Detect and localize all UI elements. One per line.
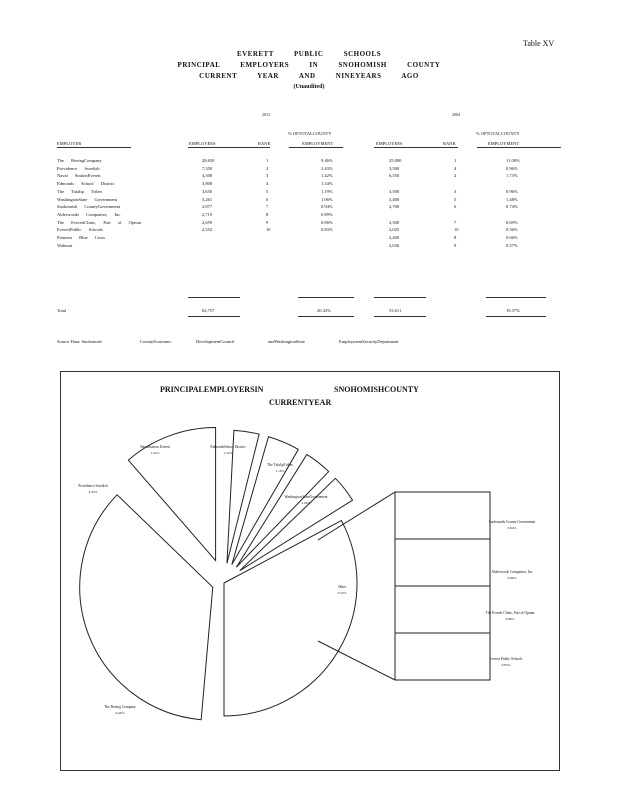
employer-name: Edmonds School District [57, 181, 115, 187]
employees-current: 3,800 [202, 181, 213, 187]
rank-current: 9 [266, 219, 269, 225]
chart-title-part-1: PRINCIPALEMPLOYERSIN [160, 385, 264, 394]
breakdown-bar-segment [395, 539, 490, 586]
pct-prior: 11.00% [506, 158, 520, 163]
employees-prior: 3,500 [389, 188, 400, 194]
employees-prior: 2,036 [389, 242, 400, 248]
breakdown-bar-segment [395, 586, 490, 633]
pct-prior: 1.73% [506, 173, 518, 179]
rank-current: 10 [266, 227, 271, 233]
slice-value-label: 0.94% [507, 526, 517, 530]
rank-prior: 7 [454, 219, 457, 225]
employees-current: 2,877 [202, 204, 213, 210]
rank-current: 8 [266, 211, 269, 217]
slice-label: Alderwoods Companies, Inc [491, 570, 533, 574]
source-part-2: CountyEconomic [140, 339, 172, 344]
total-pct-prior: 19.37% [506, 308, 520, 313]
rank-prior: 4 [454, 165, 457, 171]
source-part-3: DevelopmentCouncil [196, 339, 235, 344]
slice-label: Other [337, 585, 347, 589]
total-label: Total [57, 308, 67, 313]
pct-prior: 1.48% [506, 196, 518, 202]
employees-current: 4,300 [202, 173, 213, 179]
pie-slice [224, 521, 357, 716]
pct-current: 1.34% [321, 181, 333, 187]
breakdown-bar-segment [395, 492, 490, 539]
pct-current: 2.43% [321, 165, 333, 171]
chart-title-part-2: SNOHOMISHCOUNTY [334, 385, 419, 394]
rank-prior: 10 [454, 227, 459, 233]
slice-label: The TulalipTribes [267, 463, 293, 467]
pct-current: 0.86% [321, 219, 333, 225]
slice-value-label: 1.06% [301, 501, 311, 505]
pct-current: 9.46% [321, 158, 333, 163]
employer-name: Snohomish CountyGovernment [57, 204, 121, 210]
slice-label: Everett Public Schools [489, 657, 523, 661]
slice-label: Washington StateGovernment [284, 495, 328, 499]
rank-prior: 5 [454, 196, 457, 202]
title-line-2: PRINCIPAL EMPLOYERS IN SNOHOMISH COUNTY [177, 61, 441, 69]
rank-prior: 6 [454, 204, 457, 210]
employees-current: 7,350 [202, 165, 213, 171]
employees-current: 3,650 [202, 188, 213, 194]
employer-name: Naval StationEverett [57, 173, 101, 179]
slice-value-label: 2.43% [88, 490, 98, 494]
pct-current: 1.42% [321, 173, 333, 179]
employees-prior: 2,700 [389, 204, 400, 210]
source-part-1: Source Data: Snohomish [57, 339, 102, 344]
pct-current: 1.19% [321, 188, 333, 194]
rank-prior: 1 [454, 158, 457, 163]
employees-prior: 3,500 [389, 165, 400, 171]
source-part-4: andWashingtonState [268, 339, 305, 344]
rank-current: 5 [266, 188, 269, 194]
slice-value-label: 9.46% [115, 711, 125, 715]
employees-current: 2,659 [202, 219, 213, 225]
rank-prior: 8 [454, 235, 457, 240]
employer-name: Alderwoods Companies, Inc [57, 211, 121, 217]
employer-name: The EverettClinic, Part of Optum [57, 219, 142, 225]
table-label: Table XV [523, 39, 555, 48]
employer-name: The Tulalip Tribes [57, 188, 103, 194]
employer-name: Providence Swedish [57, 165, 100, 171]
employer-name: The BoeingCompany [57, 158, 102, 163]
employees-current: 28,650 [202, 158, 215, 163]
employees-prior: 2,400 [389, 235, 400, 240]
pct-prior: 0.96% [506, 188, 518, 194]
slice-label: EdmondsSchool District [210, 445, 246, 449]
employees-header-cur: EMPLOYEES [189, 141, 216, 146]
pct-current: 0.89% [321, 211, 333, 217]
slice-value-label: 0.89% [507, 576, 517, 580]
rank-current: 6 [266, 196, 269, 202]
employees-prior: 2,025 [389, 227, 400, 233]
slice-value-label: 1.19% [275, 469, 285, 473]
rank-prior: 3 [454, 188, 457, 194]
employer-name: Walmart [57, 242, 73, 248]
rank-prior: 9 [454, 242, 457, 248]
slice-value-label: 1.42% [150, 451, 160, 455]
slice-label: The Everett Clinic, Part of Optum [485, 611, 535, 615]
slice-value-label: 3.52% [337, 591, 347, 595]
pct-header-top-prior: % OFTOTALCOUNTY [476, 131, 520, 136]
employees-prior: 6,550 [389, 173, 400, 179]
year-prior: 2004 [452, 112, 460, 117]
pct-prior: 0.56% [506, 227, 518, 233]
rank-current: 1 [266, 158, 269, 163]
slice-label: Providence Swedish [78, 484, 108, 488]
title-line-1: EVERETT PUBLIC SCHOOLS [236, 50, 382, 58]
slice-value-label: 0.83% [501, 663, 511, 667]
slice-label: The Boeing Company [104, 705, 136, 709]
rank-current: 2 [266, 165, 269, 171]
employer-name: EverettPublic Schools [57, 227, 103, 233]
total-emp-cur: 62,757 [202, 308, 215, 313]
rank-current: 7 [266, 204, 269, 210]
pct-current: 0.94% [321, 204, 333, 210]
employees-prior: 2,500 [389, 219, 400, 225]
pct-header-bottom-prior: EMPLOYMENT [488, 141, 520, 146]
rank-prior: 2 [454, 173, 457, 179]
pct-prior: 0.74% [506, 204, 518, 210]
total-emp-prior: 53,611 [389, 308, 402, 313]
rank-header-prior: RANK [443, 141, 456, 146]
slice-label: NavalStation Everett [139, 445, 171, 449]
pct-header-bottom-cur: EMPLOYMENT [302, 141, 334, 146]
pct-current: 1.06% [321, 196, 333, 202]
employer-name: WashingtonState Government [57, 196, 118, 202]
slice-value-label: 0.86% [505, 617, 515, 621]
employees-current: 2,552 [202, 227, 213, 233]
employees-current: 3,261 [202, 196, 213, 202]
pct-prior: 0.66% [506, 235, 518, 240]
rank-header-cur: RANK [258, 141, 271, 146]
source-part-5: EmploymentSecurityDepartment [339, 339, 399, 344]
employees-prior: 3,400 [389, 196, 400, 202]
slice-label: Snohomish County Government [488, 520, 536, 524]
pct-prior: 0.96% [506, 165, 518, 171]
chart-title-line-2: CURRENTYEAR [269, 398, 332, 407]
pct-header-top-cur: % OFTOTALCOUNTY [288, 131, 332, 136]
employer-header: EMPLOYER [57, 141, 82, 146]
employees-header-prior: EMPLOYEES [376, 141, 403, 146]
pct-prior: 0.69% [506, 219, 518, 225]
title-line-4: (Unaudited) [293, 84, 325, 90]
pct-current: 0.83% [321, 227, 333, 233]
employees-current: 2,719 [202, 211, 213, 217]
employees-prior: 25,000 [389, 158, 402, 163]
employer-name: Premera Blue Cross [57, 235, 105, 240]
breakdown-bar-segment [395, 633, 490, 680]
total-pct-cur: 20.43% [317, 308, 331, 313]
title-line-3: CURRENT YEAR AND NINEYEARS AGO [199, 72, 419, 80]
rank-current: 3 [266, 173, 269, 179]
pct-prior: 0.57% [506, 242, 518, 248]
rank-current: 4 [266, 181, 269, 187]
slice-value-label: 1.34% [223, 451, 233, 455]
year-current: 2013 [262, 112, 270, 117]
